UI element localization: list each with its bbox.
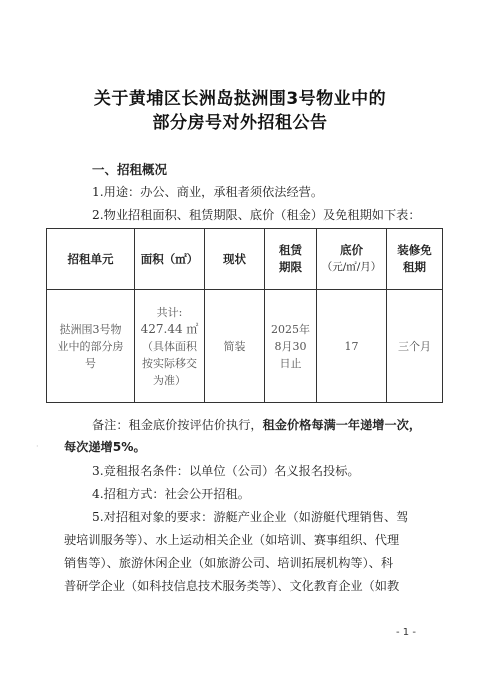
registration-condition-item: 3.竞租报名条件：以单位（公司）名义报名投标。 xyxy=(92,464,360,478)
table-header-row xyxy=(47,229,443,290)
cell-area-line1: 共计: xyxy=(156,305,183,319)
note-bold-rate: 每次递增5%。 xyxy=(64,440,146,454)
cell-unit-line3: 号 xyxy=(85,356,96,370)
cell-area-line5: 为准） xyxy=(153,373,186,387)
cell-term-line1: 2025年 xyxy=(271,322,310,336)
cell-unit-line2: 业中的部分房 xyxy=(57,339,124,353)
cell-term xyxy=(265,290,317,403)
note-bold-increase: 租金价格每满一年递增一次， xyxy=(262,418,422,432)
header-price-line2: （元/㎡/月） xyxy=(321,261,382,273)
cell-unit-line1: 挞洲围3号物 xyxy=(59,322,122,336)
table-row xyxy=(47,290,443,403)
rental-method-item: 4.招租方式：社会公开招租。 xyxy=(92,487,250,501)
document-title-line2: 部分房号对外招租公告 xyxy=(152,113,328,133)
header-unit: 招租单元 xyxy=(47,229,135,290)
header-term-line2: 期限 xyxy=(279,260,302,274)
tenant-requirement-line2: 驶培训服务等）、水上运动相关企业（如培训、赛事组织、代理 xyxy=(64,533,400,547)
page-number: - 1 - xyxy=(396,627,416,638)
cell-status: 简装 xyxy=(205,290,265,403)
cell-area xyxy=(135,290,205,403)
cell-term-line3: 日止 xyxy=(279,356,302,370)
section-heading: 一、招租概况 xyxy=(92,162,168,177)
tenant-requirement-line3: 销售等）、旅游休闲企业（如旅游公司、培训拓展机构等）、科 xyxy=(64,556,394,570)
header-area: 面积（㎡） xyxy=(135,229,205,290)
cell-area-value: 427.44 ㎡ xyxy=(140,321,199,336)
cell-price: 17 xyxy=(317,290,387,403)
cell-unit xyxy=(47,290,135,403)
header-term xyxy=(265,229,317,290)
usage-item: 1.用途：办公、商业，承租者须依法经营。 xyxy=(92,185,324,199)
document-title-line1: 关于黄埔区长洲岛挞洲围3号物业中的 xyxy=(93,89,387,109)
header-free-line2: 租期 xyxy=(403,260,426,274)
note-prefix: 备注：租金底价按评估价执行， xyxy=(92,418,263,432)
table-intro-item: 2.物业招租面积、租赁期限、底价（租金）及免租期如下表： xyxy=(92,208,421,222)
cell-term-line2: 8月30 xyxy=(274,339,307,353)
tenant-requirement-line4: 普研学企业（如科技信息技术服务类等）、文化教育企业（如教 xyxy=(64,579,400,593)
cell-area-line4: 按实际移交 xyxy=(142,356,197,370)
note-line1 xyxy=(92,416,421,433)
cell-area-line3: （具体面积 xyxy=(142,339,197,353)
cell-free-period: 三个月 xyxy=(387,290,443,403)
header-free-line1: 装修免 xyxy=(397,243,432,257)
margin-mark: · xyxy=(36,442,39,451)
header-price-line1: 底价 xyxy=(340,243,363,257)
rental-table xyxy=(46,228,443,403)
tenant-requirement-line1: 5.对招租对象的要求：游艇产业企业（如游艇代理销售、驾 xyxy=(92,510,409,524)
header-free-period xyxy=(387,229,443,290)
header-term-line1: 租赁 xyxy=(279,243,302,257)
header-status: 现状 xyxy=(205,229,265,290)
header-price xyxy=(317,229,387,290)
